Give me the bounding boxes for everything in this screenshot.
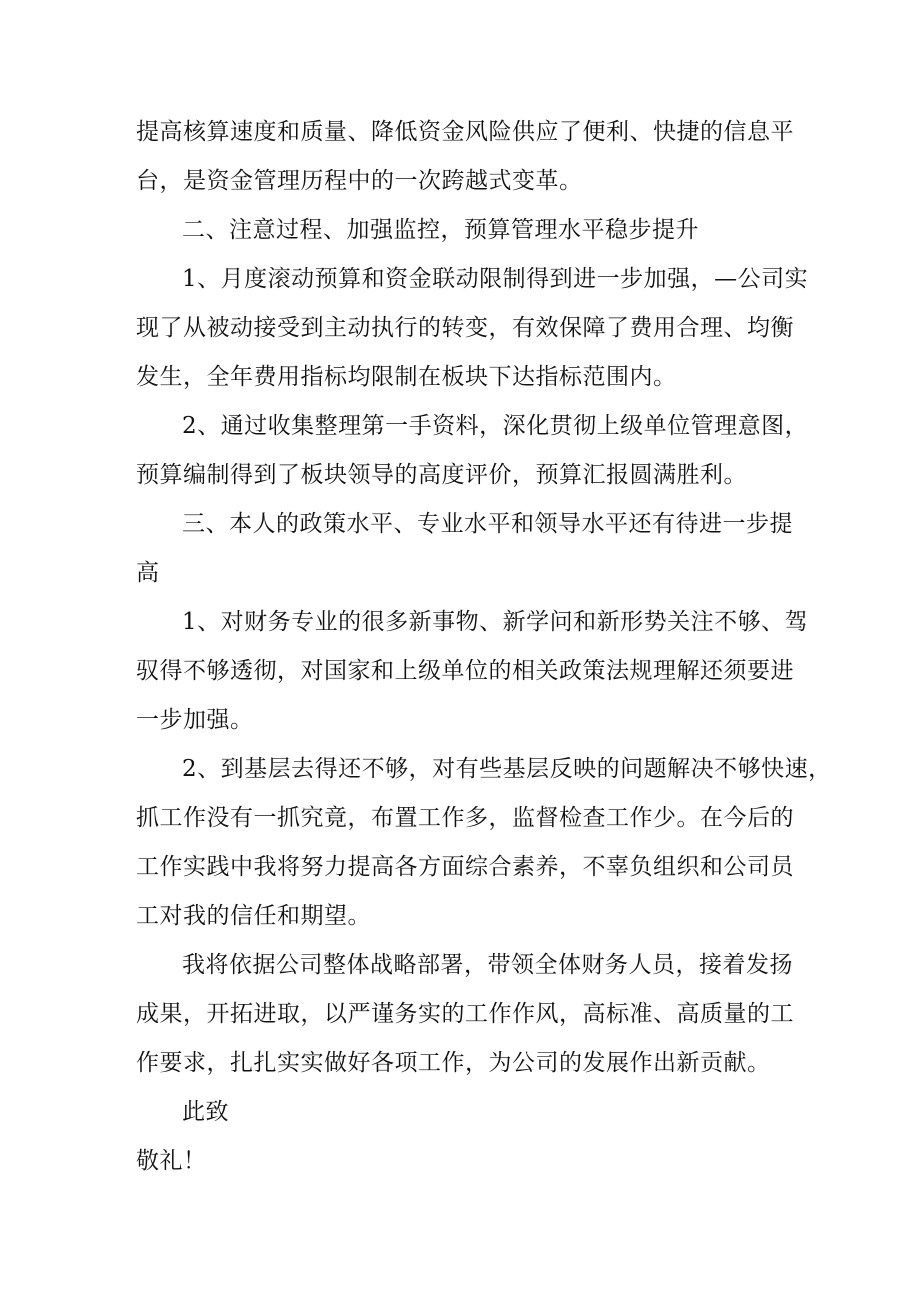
text-line: 成果，开拓进取，以严谨务实的工作作风，高标准、高质量的工: [136, 1001, 794, 1027]
text-line: 提高核算速度和质量、降低资金风险供应了便利、快捷的信息平: [136, 119, 794, 145]
section-heading: 二、注意过程、加强监控，预算管理水平稳步提升: [182, 217, 699, 243]
text-line: 2、通过收集整理第一手资料，深化贯彻上级单位管理意图，: [182, 413, 809, 439]
section-heading-continued: 高: [136, 560, 160, 586]
text-line: 现了从被动接受到主动执行的转变，有效保障了费用合理、均衡: [136, 315, 794, 341]
text-line: 发生，全年费用指标均限制在板块下达指标范围内。: [136, 364, 677, 390]
text-line: 工对我的信任和期望。: [136, 903, 371, 929]
text-line: 1、对财务专业的很多新事物、新学问和新形势关注不够、驾: [182, 609, 809, 635]
text-line: 驭得不够透彻，对国家和上级单位的相关政策法规理解还须要进: [136, 658, 794, 684]
text-line: 作要求，扎扎实实做好各项工作，为公司的发展作出新贡献。: [136, 1050, 771, 1076]
section-heading: 三、本人的政策水平、专业水平和领导水平还有待进一步提: [182, 511, 793, 537]
salutation: 敬礼！: [136, 1148, 207, 1174]
text-line: 抓工作没有一抓究竟，布置工作多，监督检查工作少。在今后的: [136, 805, 794, 831]
text-line: 工作实践中我将努力提高各方面综合素养，不辜负组织和公司员: [136, 854, 794, 880]
text-line: 一步加强。: [136, 707, 254, 733]
text-line: 台，是资金管理历程中的一次跨越式变革。: [136, 168, 583, 194]
closing-phrase: 此致: [182, 1099, 229, 1125]
text-line: 我将依据公司整体战略部署，带领全体财务人员，接着发扬: [182, 952, 793, 978]
text-line: 1、月度滚动预算和资金联动限制得到进一步加强，—公司实: [182, 266, 809, 292]
text-line: 预算编制得到了板块领导的高度评价，预算汇报圆满胜利。: [136, 462, 747, 488]
text-line: 2、到基层去得还不够，对有些基层反映的问题解决不够快速，: [182, 756, 832, 782]
